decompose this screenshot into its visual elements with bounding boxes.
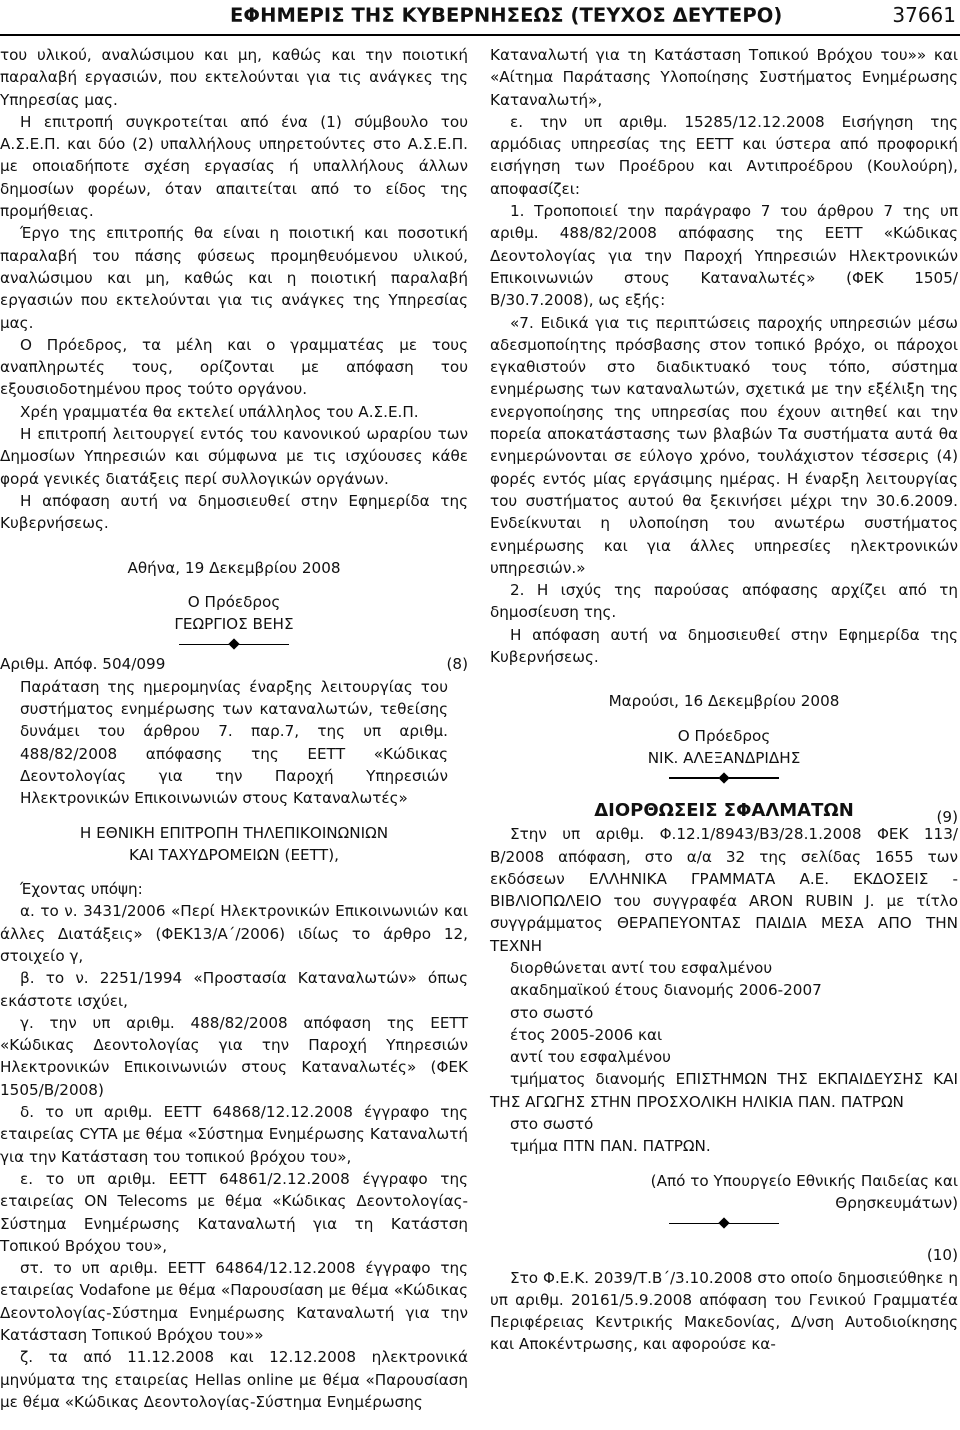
recital-e: ε. το υπ αριθμ. ΕΕΤΤ 64861/2.12.2008 έγγραφο της εταιρείας ON Telecoms με θέμα «Κώδικας Δεοντολογίας-Σύστημα Ενημέρωσης Καταναλωτή για τη Κατάστση Τοπικού Βρόχου του», [0,1169,468,1255]
paragraph: Ο Πρόεδρος, τα μέλη και ο γραμματέας με τους αναπληρωτές τους, ορίζονται με απόφαση του εξουσιοδοτημένου προς τούτο οργάνου. [0,335,468,399]
section-separator [490,769,958,787]
right-column [490,44,958,1356]
correction-line: τμήματος διανομής ΕΠΙΣΤΗΜΩΝ ΤΗΣ ΕΚΠΑΙΔΕΥΣΗΣ ΚΑΙ ΤΗΣ ΑΓΩΓΗΣ ΣΤΗΝ ΠΡΟΣΧΟΛΙΚΗ ΗΛΙΚΙΑ ΠΑΝ. ΠΑΤΡΩΝ [490,1070,958,1111]
place-date: Μαρούσι, 16 Δεκεμβρίου 2008 [608,692,840,711]
having-regard: Έχοντας υπόψη: [20,880,143,899]
paragraph: Χρέη γραμματέα θα εκτελεί υπάλληλος του Α.Σ.Ε.Π. [20,402,419,421]
paragraph: Η απόφαση αυτή να δημοσιευθεί στην Εφημερίδα της Κυβερνήσεως. [490,625,958,667]
paragraph: 1. Τροποποιεί την παράγραφο 7 του άρθρου 7 της υπ αριθμ. 488/82/2008 απόφασης της ΕΕΤΤ «Κώδικας Δεοντολογίας για την Παροχή Υπηρεσιών Ηλεκτρονικών Επικοινωνιών στους Καταναλωτές» (ΦΕΚ 1505/Β/30.7.2008), ως εξής: [490,202,958,310]
paragraph: «7. Ειδικά για τις περιπτώσεις παροχής υπηρεσιών μέσω αδεσμοποίητης πρόσβασης στον τοπικό βρόχο, οι πάροχοι εγκαθιστούν στο διαδικτυακό τους τόπο, σύστημα ενημέρωσης των καταναλωτών, σχετικά με την εξέλιξη της ενεργοποίησης της υπηρεσίας που έχουν αιτηθεί και την πορεία αποκατάστασης των βλαβών Τα συστήματα αυτά θα ενημερώνονται σε εύλογο χρόνο, τουλάχιστον τέσσερις (4) φορές εντός μίας εργάσιμης ημέρας. Η έναρξη λειτουργίας του συστήματος αυτού θα ξεκινήσει μέχρι την 30.6.2009. Ενδείκνυται η υλοποίηση του ανωτέρω συστήματος ενημέρωσης και για άλλες υπηρεσίες ηλεκτρονικών υπηρεσιών.» [490,313,958,577]
recital-z: ζ. τα από 11.12.2008 και 12.12.2008 ηλεκτρονικά μηνύματα της εταιρείας Hellas online με θέμα «Παρουσίαση με θέμα «Κώδικας Δεοντολογίας-Σύστημα Ενημέρωσης [0,1348,468,1411]
page-header [0,0,960,36]
section-title [490,799,958,827]
correction-line: στο σωστό [510,1003,594,1022]
correction-line: αντί του εσφαλμένου [510,1048,671,1067]
paragraph: Η απόφαση αυτή να δημοσιευθεί στην Εφημερίδα της Κυβερνήσεως. [0,491,468,533]
correction-line: διορθώνεται αντί του εσφαλμένου [510,958,773,977]
recital-b: β. το ν. 2251/1994 «Προστασία Καταναλωτών» όπως εκάστοτε ισχύει, [0,969,468,1010]
ministry-note: (Από το Υπουργείο Εθνικής Παιδείας και Θρησκευμάτων) [650,1171,958,1212]
section-tag: (9) [936,808,958,827]
correction-line: τμήμα ΠΤΝ ΠΑΝ. ΠΑΤΡΩΝ. [510,1137,711,1156]
correction-line: στο σωστό [510,1115,594,1134]
gazette-title: ΕΦΗΜΕΡΙΣ ΤΗΣ ΚΥΒΕΡΝΗΣΕΩΣ (ΤΕΥΧΟΣ ΔΕΥΤΕΡΟ) [230,4,783,27]
section-title-text: ΔΙΟΡΘΩΣΕΙΣ ΣΦΑΛΜΑΤΩΝ [594,800,854,822]
decision-header [0,653,468,675]
paragraph: Έργο της επιτροπής θα είναι η ποιοτική και ποσοτική παραλαβή του πάσης φύσεως προμηθευόμενου υλικού, αναλώσιμου και μη, καθώς και η ποιοτική παραλαβή εργασιών που εκτελούνται για τις ανάγκες της Υπηρεσίας μας. [0,224,468,332]
correction-text: Στο Φ.Ε.Κ. 2039/Τ.Β΄/3.10.2008 στο οποίο δημοσιεύθηκε η υπ αριθμ. 20161/5.9.2008 απόφαση του Γενικού Γραμματέα Περιφέρειας Κεντρικής Μακεδονίας, Δ/νση Αυτοδιοίκησης και Αποκέντρωσης, και αφορούσε κα- [490,1268,958,1354]
decision-title: Παράταση της ημερομηνίας έναρξης λειτουργίας του συστήματος ενημέρωσης των καταναλωτών, τεθείσης δυνάμει του άρθρου 7. παρ.7, της υπ αριθμ. 488/82/2008 απόφασης της ΕΕΤΤ «Κώδικας Δεοντολογίας για την Παροχή Υπηρεσιών Ηλεκτρονικών Επικοινωνιών στους Καταναλωτές» [20,677,448,808]
paragraph: Καταναλωτή για τη Κατάσταση Τοπικού Βρόχου του»» και «Αίτημα Παράτασης Υλοποίησης Συστήματος Ενημέρωσης Καταναλωτή», [490,46,958,109]
authority-name: Η ΕΘΝΙΚΗ ΕΠΙΤΡΟΠΗ ΤΗΛΕΠΙΚΟΙΝΩΝΙΩΝ [79,823,389,842]
section-separator [0,635,468,653]
correction-tag: (10) [926,1246,958,1265]
place-date: Αθήνα, 19 Δεκεμβρίου 2008 [127,558,341,577]
paragraph: 2. Η ισχύς της παρούσας απόφασης αρχίζει από τη δημοσίευση της. [490,581,958,622]
correction-line: έτος 2005-2006 και [510,1025,663,1044]
section-separator [490,1214,958,1232]
page-number: 37661 [892,3,956,27]
correction-line: ακαδημαϊκού έτους διανομής 2006-2007 [510,981,822,1000]
paragraph: Η επιτροπή λειτουργεί εντός του κανονικού ωραρίου των Δημοσίων Υπηρεσιών και σύμφωνα με τις ισχύουσες κάθε φορά γενικές διατάξεις περί συλλογικών οργάνων. [0,425,468,488]
recital-c: γ. την υπ αριθμ. 488/82/2008 απόφαση της ΕΕΤΤ «Κώδικας Δεοντολογίας για την Παροχή Υπηρεσιών Ηλεκτρονικών Επικοινωνιών στους Καταναλωτές» (ΦΕΚ 1505/Β/2008) [0,1013,468,1099]
paragraph: ε. την υπ αριθμ. 15285/12.12.2008 Εισήγηση της αρμόδιας υπηρεσίας της ΕΕΤΤ και ύστερα από προφορική εισήγηση των Προέδρου και Αντιπροέδρου (Κουλούρη), αποφασίζει: [490,112,958,198]
signer-name: ΝΙΚ. ΑΛΕΞΑΝΔΡΙΔΗΣ [647,748,801,767]
recital-a: α. το ν. 3431/2006 «Περί Ηλεκτρονικών Επικοινωνιών και άλλες Διατάξεις» (ΦΕΚ13/Α΄/2006) ιδίως το άρθρο 12, στοιχείο γ, [0,902,468,965]
authority-name-cont: ΚΑΙ ΤΑΧΥΔΡΟΜΕΙΩΝ (ΕΕΤΤ), [129,845,339,864]
paragraph: του υλικού, αναλώσιμου και μη, καθώς και την ποιοτική παραλαβή εργασιών, που εκτελούνται για τις ανάγκες της Υπηρεσίας μας. [0,46,468,109]
decision-tag: (8) [446,655,468,674]
signer-role: Ο Πρόεδρος [677,726,771,745]
signer-role: Ο Πρόεδρος [187,592,281,611]
correction-text: Στην υπ αριθμ. Φ.12.1/8943/Β3/28.1.2008 ΦΕΚ 113/Β/2008 απόφαση, στο α/α 32 της σελίδας 1655 των εκδόσεων ΕΛΛΗΝΙΚΑ ΓΡΑΜΜΑΤΑ Α.Ε. ΕΚΔΟΣΕΙΣ - ΒΙΒΛΙΟΠΩΛΕΙΟ του συγγραφέα ARON RUBIN J. με τίτλο συγγράμματος ΘΕΡΑΠΕΥΟΝΤΑΣ ΠΑΙΔΙΑ ΜΕΣΑ ΑΠΟ ΤΗΝ ΤΕΧΝΗ [490,825,958,955]
signer-name: ΓΕΩΡΓΙΟΣ ΒΕΗΣ [174,615,294,634]
left-column [0,44,468,1413]
recital-st: στ. το υπ αριθμ. ΕΕΤΤ 64864/12.12.2008 έγγραφο της εταιρείας Vodafone με θέμα «Παρουσίαση με θέμα «Κώδικας Δεοντολογίας-Σύστημα Ενημέρωσης Καταναλωτή για την Κατάσταση Τοπικού Βρόχου του»» [0,1259,468,1345]
paragraph: Η επιτροπή συγκροτείται από ένα (1) σύμβουλο του Α.Σ.Ε.Π. και δύο (2) υπαλλήλους υπηρετούντες στο Α.Σ.Ε.Π. με οποιαδήποτε σχέση εργασίας ή υπαλλήλους άλλων δημοσίων φορέων, όταν απαιτείται από το είδος της προμήθειας. [0,112,468,221]
decision-number: Αριθμ. Απόφ. 504/099 [0,655,166,674]
recital-d: δ. το υπ αριθμ. ΕΕΤΤ 64868/12.12.2008 έγγραφο της εταιρείας CYTA με θέμα «Σύστημα Ενημέρωσης Καταναλωτή για την Κατάσταση του τοπικού βρόχου του», [0,1103,468,1166]
